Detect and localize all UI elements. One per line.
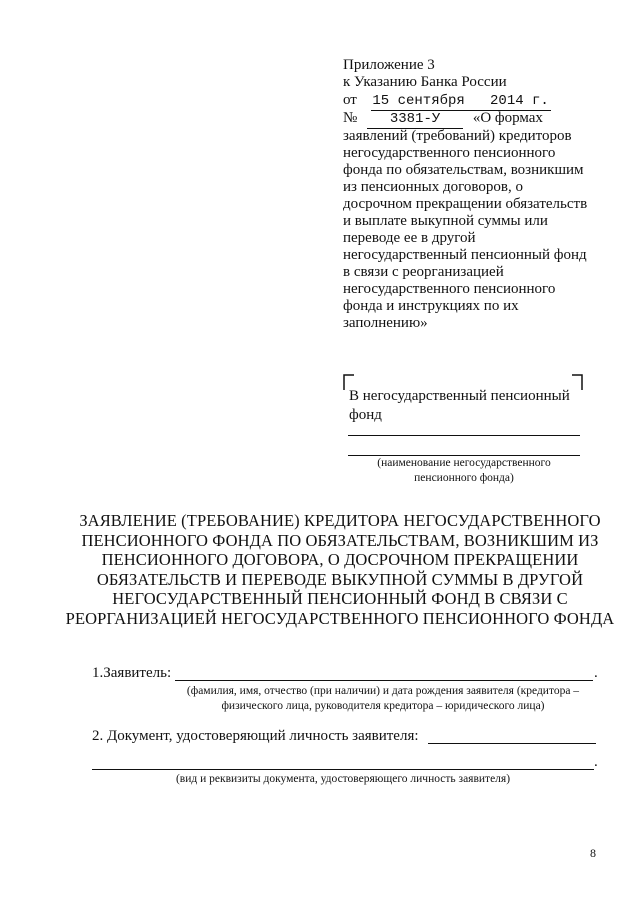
appendix-number-line [343, 110, 543, 129]
fund-name-caption: (наименование негосударственного пенсионного фонда) [377, 457, 551, 484]
date-label: от [343, 92, 357, 108]
appendix-reference: к Указанию Банка России [343, 74, 507, 90]
appendix-title-line: переводе ее в другой [343, 230, 476, 246]
appendix-title-line: фонда и инструкциях по их [343, 298, 519, 314]
appendix-title-line: и выплате выкупной суммы или [343, 213, 548, 229]
document-title [60, 511, 620, 628]
number-label: № [343, 110, 358, 126]
applicant-input-line[interactable] [175, 680, 593, 681]
applicant-trailing-dot: . [594, 665, 598, 681]
identity-document-input-line-2[interactable] [92, 769, 594, 770]
document-title-line: ПЕНСИОННОГО ФОНДА ПО ОБЯЗАТЕЛЬСТВАМ, ВОЗНИКШИМ ИЗ [81, 530, 599, 550]
fund-name-line-1 [348, 435, 580, 436]
date-value: 15 сентября 2014 г. [372, 93, 549, 109]
addressee-line1: В негосударственный пенсионный [349, 388, 570, 404]
appendix-title-line: в связи с реорганизацией [343, 264, 504, 280]
document-title-line: РЕОРГАНИЗАЦИЕЙ НЕГОСУДАРСТВЕННОГО ПЕНСИОННОГО ФОНДА [65, 608, 615, 628]
appendix-title-start: «О формах [472, 110, 543, 126]
number-value: 3381-У [367, 111, 463, 129]
appendix-title-line: негосударственного пенсионного [343, 145, 556, 161]
appendix-number: Приложение 3 [343, 57, 435, 73]
page-number: 8 [590, 846, 596, 860]
appendix-title-line: негосударственный пенсионный фонд [343, 247, 587, 263]
appendix-title-line: досрочном прекращении обязательств [343, 196, 588, 212]
appendix-date-line [343, 92, 551, 111]
identity-document-caption: (вид и реквизиты документа, удостоверяющего личность заявителя) [175, 773, 511, 785]
document-title-line: НЕГОСУДАРСТВЕННЫЙ ПЕНСИОННЫЙ ФОНД В СВЯЗИ С [112, 589, 568, 608]
appendix-title-line: из пенсионных договоров, о [343, 179, 523, 195]
appendix-title-line: негосударственного пенсионного [343, 281, 556, 297]
identity-document-trailing-dot: . [594, 754, 598, 770]
appendix-title-line: заполнению» [343, 315, 428, 331]
document-title-line: ОБЯЗАТЕЛЬСТВ И ПЕРЕВОДЕ ВЫКУПНОЙ СУММЫ В ДРУГОЙ [96, 569, 584, 589]
identity-document-input-line[interactable] [428, 743, 596, 744]
addressee-line2: фонд [349, 407, 382, 423]
appendix-title [343, 128, 587, 332]
applicant-label: 1.Заявитель: [92, 665, 172, 681]
document-title-line: ПЕНСИОННОГО ДОГОВОРА, О ДОСРОЧНОМ ПРЕКРАЩЕНИИ [101, 550, 579, 569]
appendix-title-line: фонда по обязательствам, возникшим [343, 162, 584, 178]
applicant-caption: (фамилия, имя, отчество (при наличии) и дата рождения заявителя (кредитора – физического лица, руководителя кредитора – юридического лица) [186, 685, 580, 712]
document-title-line: ЗАЯВЛЕНИЕ (ТРЕБОВАНИЕ) КРЕДИТОРА НЕГОСУДАРСТВЕННОГО [79, 511, 601, 530]
identity-document-label: 2. Документ, удостоверяющий личность заявителя: [92, 728, 419, 744]
appendix-title-line: заявлений (требований) кредиторов [343, 128, 572, 144]
